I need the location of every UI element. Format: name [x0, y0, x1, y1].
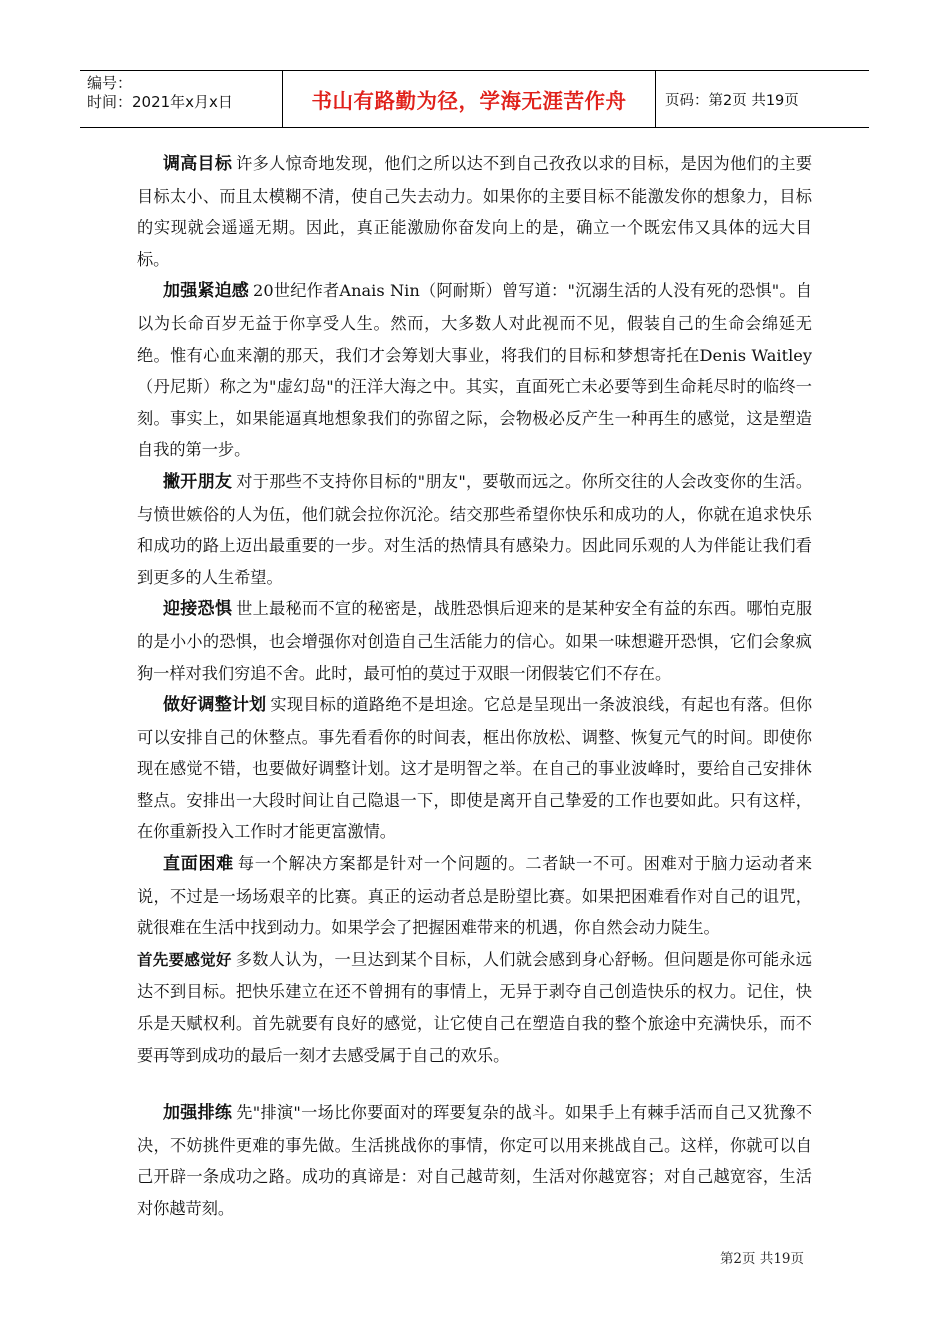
paragraph-difficulties	[137, 848, 812, 944]
header-number-label: 编号：	[87, 74, 133, 92]
header-time-label: 时间：2021年x月x日	[87, 93, 233, 111]
document-header	[80, 70, 869, 128]
paragraph-text: 许多人惊奇地发现，他们之所以达不到自己孜孜以求的目标，是因为他们的主要目标太小、而且太模糊不清，使自己失去动力。如果你的主要目标不能激发你的想象力，目标的实现就会遥遥无期。因此，真正能激励你奋发向上的是，确立一个既宏伟又具体的远大目标。	[137, 154, 813, 269]
paragraph-adjustment-plan	[137, 689, 812, 848]
paragraph-text: 多数人认为，一旦达到某个目标，人们就会感到身心舒畅。但问题是你可能永远达不到目标。把快乐建立在还不曾拥有的事情上，无异于剥夺自己创造快乐的权力。记住，快乐是天赋权利。首先就要有良好的感觉，让它使自己在塑造自我的整个旅途中充满快乐，而不要再等到成功的最后一刻才去感受属于自己的欢乐。	[137, 949, 812, 1065]
paragraph-heading: 首先要感觉好	[137, 950, 232, 969]
paragraph-spacer	[137, 1071, 812, 1097]
header-motto: 书山有路勤为径，学海无涯苦作舟	[282, 71, 656, 127]
paragraph-fear	[137, 593, 812, 689]
paragraph-heading: 直面困难	[163, 854, 234, 875]
paragraph-rehearsal	[137, 1097, 812, 1224]
paragraph-heading: 撇开朋友	[163, 471, 233, 492]
header-page-label: 页码：第2页 共19页	[665, 92, 799, 109]
paragraph-text: 每一个解决方案都是针对一个问题的。二者缺一不可。困难对于脑力运动者来说，不过是一场场艰辛的比赛。真正的运动者总是盼望比赛。如果把困难看作对自己的诅咒，就很难在生活中找到动力。如果学会了把握困难带来的机遇，你自然会动力陡生。	[137, 854, 813, 938]
paragraph-friends	[137, 466, 812, 593]
paragraph-text: 先"排演"一场比你要面对的珲要复杂的战斗。如果手上有棘手活而自己又犹豫不决，不妨挑件更难的事先做。生活挑战你的事情，你定可以用来挑战自己。这样，你就可以自己开辟一条成功之路。成功的真谛是：对自己越苛刻，生活对你越宽容；对自己越宽容，生活对你越苛刻。	[137, 1103, 813, 1218]
paragraph-text: 世上最秘而不宣的秘密是，战胜恐惧后迎来的是某种安全有益的东西。哪怕克服的是小小的恐惧，也会增强你对创造自己生活能力的信心。如果一味想避开恐惧，它们会象疯狗一样对我们穷追不舍。此时，最可怕的莫过于双眼一闭假装它们不存在。	[137, 599, 813, 683]
paragraph-text: 20世纪作者Anais Nin（阿耐斯）曾写道："沉溺生活的人没有死的恐惧"。自以为长命百岁无益于你享受人生。然而，大多数人对此视而不见，假装自己的生命会绵延无绝。惟有心血来潮的那天，我们才会筹划大事业，将我们的目标和梦想寄托在Denis Waitley（丹尼斯）称之为"虚幻岛"的汪洋大海之中。其实，直面死亡未必要等到生命耗尽时的临终一刻。事实上，如果能逼真地想象我们的弥留之际，会物极必反产生一种再生的感觉，这是塑造自我的第一步。	[137, 281, 812, 460]
paragraph-heading: 加强排练	[163, 1103, 233, 1124]
paragraph-text: 实现目标的道路绝不是坦途。它总是呈现出一条波浪线，有起也有落。但你可以安排自己的休整点。事先看看你的时间表，框出你放松、调整、恢复元气的时间。即使你现在感觉不错，也要做好调整计划。这才是明智之举。在自己的事业波峰时，要给自己安排休整点。安排出一大段时间让自己隐退一下，即使是离开自己挚爱的工作也要如此。只有这样，在你重新投入工作时才能更富激情。	[137, 695, 813, 842]
paragraph-raise-goals	[137, 148, 812, 275]
paragraph-heading: 调高目标	[163, 154, 233, 174]
paragraph-heading: 加强紧迫感	[163, 281, 250, 302]
page-footer: 第2页 共19页	[719, 1251, 804, 1267]
paragraph-urgency	[137, 275, 812, 466]
paragraph-heading: 做好调整计划	[163, 695, 267, 716]
header-meta	[80, 71, 282, 127]
paragraph-text: 对于那些不支持你目标的"朋友"，要敬而远之。你所交往的人会改变你的生活。与愤世嫉俗的人为伍，他们就会拉你沉沦。结交那些希望你快乐和成功的人，你就在追求快乐和成功的路上迈出最重要的一步。对生活的热情具有感染力。因此同乐观的人为伴能让我们看到更多的人生希望。	[137, 471, 813, 587]
paragraph-heading: 迎接恐惧	[163, 599, 233, 620]
document-body	[137, 148, 812, 1225]
paragraph-feel-good	[137, 944, 812, 1071]
